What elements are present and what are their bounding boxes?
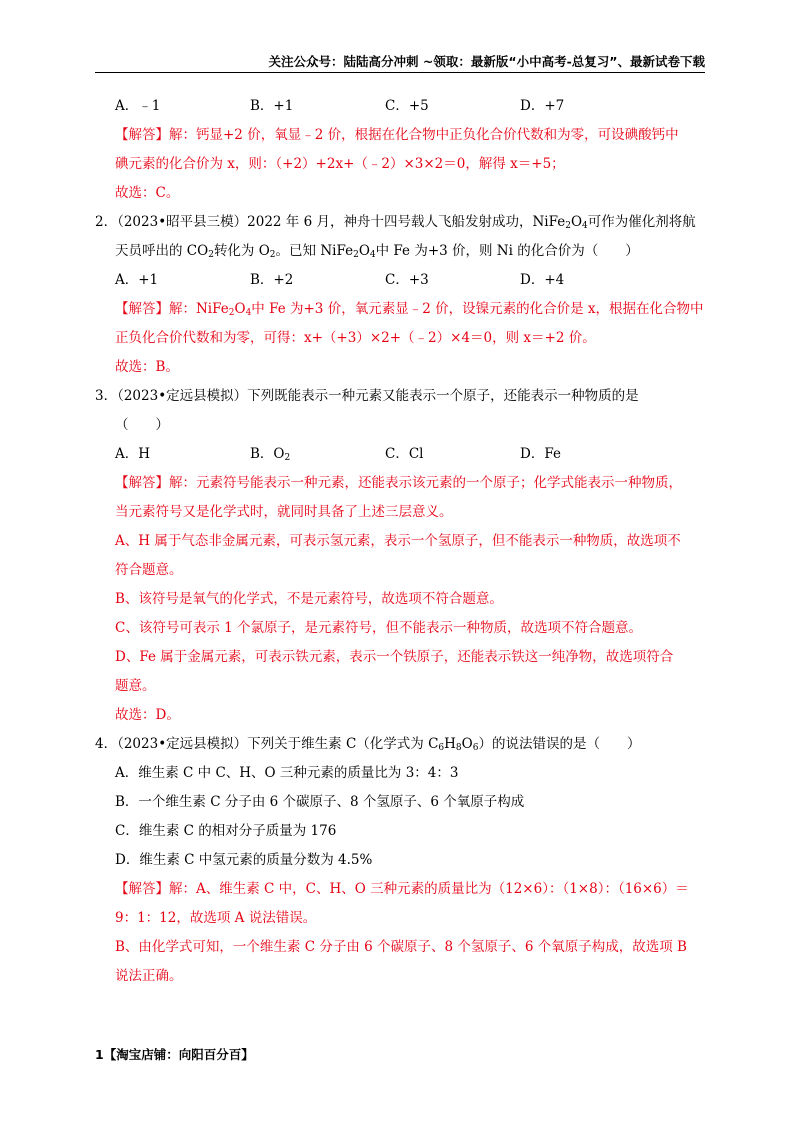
q2-answer-line-2: 正负化合价代数和为零，可得：x+（+3）×2+（﹣2）×4＝0，则 x＝+2 价。 (115, 330, 596, 346)
q1-answer-line-1: 【解答】解：钙显+2 价，氧显﹣2 价，根据在化合物中正负化合价代数和为零，可设碘酸钙中 (115, 127, 679, 143)
q2-choice: 故选：B。 (115, 359, 179, 375)
q2-stem-line-1: 2．（2023•昭平县三模）2022 年 6 月，神舟十四号载人飞船发射成功，$NiFe_2O_4$可作为催化剂将航 (95, 214, 696, 231)
q2-stem-line-2: 天员呼出的 $CO_2$转化为 $O_2$。已知 $NiFe_2O_4$中 Fe 为+3 价，则 Ni 的化合价为（ ） (115, 243, 639, 260)
q1-answer-line-2: 碘元素的化合价为 x，则：（+2）+2x+（﹣2）×3×2＝0，解得 x＝+5； (115, 156, 565, 172)
q2-option-c: C．+3 (385, 272, 429, 288)
q4-answer-line-2: 9：1：12，故选项 A 说法错误。 (115, 910, 317, 926)
q4-analysis-b-2: 说法正确。 (115, 968, 183, 984)
q4-stem: 4．（2023•定远县模拟）下列关于维生素 C（化学式为 $C_6H_8O_6$）的说法错误的是（ ） (95, 736, 641, 753)
q3-option-c: C．Cl (385, 446, 424, 462)
q1-choice: 故选：C。 (115, 185, 180, 201)
q2-options (95, 266, 715, 295)
q4-option-d: D．维生素 C 中氢元素的质量分数为 4.5% (115, 852, 373, 868)
q2-option-d: D．+4 (520, 272, 565, 288)
q3-analysis-d-2: 题意。 (115, 678, 156, 694)
q4-option-a: A．维生素 C 中 C、H、O 三种元素的质量比为 3：4：3 (115, 765, 459, 781)
q3-analysis-c: C、该符号可表示 1 个氯原子，是元素符号，但不能表示一种物质，故选项不符合题意。 (115, 620, 642, 636)
q3-analysis-a-1: A、H 属于气态非金属元素，可表示氢元素，表示一个氢原子，但不能表示一种物质，故选项不 (115, 533, 681, 549)
q2-option-b: B．+2 (250, 272, 294, 288)
q4-option-b: B．一个维生素 C 分子由 6 个碳原子、8 个氢原子、6 个氧原子构成 (115, 794, 525, 810)
q3-stem-line-1: 3．（2023•定远县模拟）下列既能表示一种元素又能表示一个原子，还能表示一种物质的是 (95, 388, 639, 404)
header-divider (95, 72, 705, 73)
q4-answer-line-1: 【解答】解：A、维生素 C 中，C、H、O 三种元素的质量比为（12×6）：（1×8）：（16×6）＝ (115, 881, 689, 897)
q3-analysis-a-2: 符合题意。 (115, 562, 183, 578)
q4-analysis-b-1: B、由化学式可知，一个维生素 C 分子由 6 个碳原子、8 个氢原子、6 个氧原子构成，故选项 B (115, 939, 687, 955)
q2-answer-line-1: 【解答】解：$NiFe_2O_4$中 Fe 为+3 价，氧元素显﹣2 价，设镍元素的化合价是 x，根据在化合物中 (115, 301, 704, 318)
q3-option-a: A．H (115, 446, 151, 462)
q3-answer-line-1: 【解答】解：元素符号能表示一种元素，还能表示该元素的一个原子；化学式能表示一种物质， (115, 475, 682, 491)
q1-option-b: B．+1 (250, 98, 294, 114)
page-header: 关注公众号：陆陆高分冲刺 ~领取：最新版“小中高考-总复习”、最新试卷下载 (268, 54, 705, 69)
q3-analysis-d-1: D、Fe 属于金属元素，可表示铁元素，表示一个铁原子，还能表示铁这一纯净物，故选项符合 (115, 649, 674, 665)
footer-text: 【淘宝店铺：向阳百分百】 (103, 1047, 254, 1062)
q2-option-a: A．+1 (115, 272, 159, 288)
q4-option-c: C．维生素 C 的相对分子质量为 176 (115, 823, 337, 839)
q3-answer-line-2: 当元素符号又是化学式时，就同时具备了上述三层意义。 (115, 504, 453, 520)
q3-option-d: D．Fe (520, 446, 561, 462)
page-number: 1 (95, 1047, 104, 1062)
q3-analysis-b: B、该符号是氧气的化学式，不是元素符号，故选项不符合题意。 (115, 591, 503, 607)
document-body (95, 92, 715, 991)
page-footer (95, 1045, 254, 1063)
q3-option-b: B．$O_2$ (250, 446, 291, 463)
q3-stem-line-2: （ ） (115, 417, 169, 433)
q1-option-a: A．﹣1 (115, 98, 161, 114)
q1-option-d: D．+7 (520, 98, 565, 114)
q1-options (95, 92, 715, 121)
q1-option-c: C．+5 (385, 98, 429, 114)
q3-choice: 故选：D。 (115, 707, 180, 723)
q3-options (95, 440, 715, 469)
